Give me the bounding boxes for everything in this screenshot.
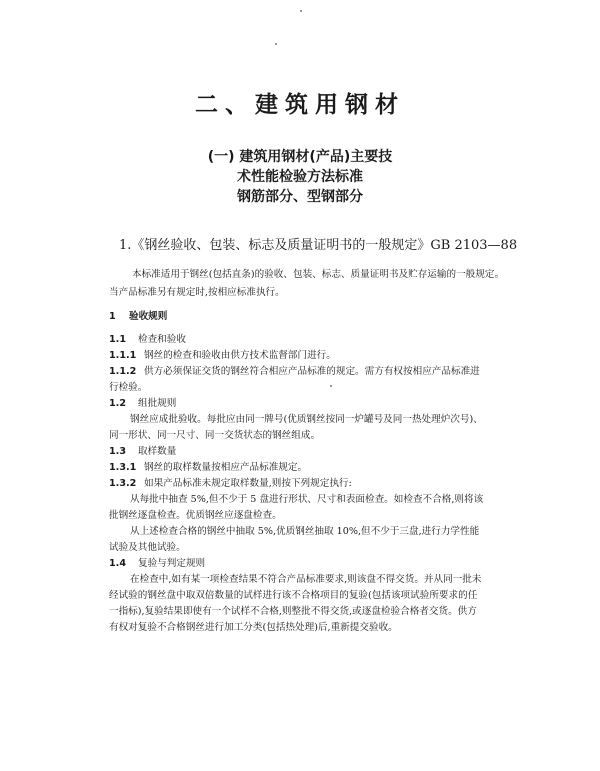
section-1-4-heading — [109, 558, 205, 570]
clause-1-1-2-number: 1.1.2 — [109, 366, 137, 377]
section-1-4-line-1: 在检查中,如有某一项检查结果不符合产品标准要求,则该盘不得交货。并从同一批未 — [130, 574, 482, 585]
section-1-label: 验收规则 — [129, 311, 168, 322]
clause-1-3-2-para-2-line-1: 从上述检查合格的钢丝中抽取 5%,优质钢丝抽取 10%,但不少于三盘,进行力学性能 — [130, 526, 480, 537]
chapter-title: 二、建筑用钢材 — [195, 92, 405, 118]
section-1-2-number: 1.2 — [109, 398, 126, 409]
clause-1-3-1 — [109, 462, 307, 474]
clause-1-1-2-line-2: 行检验。 — [109, 382, 148, 393]
section-1-1-number: 1.1 — [109, 334, 126, 345]
clause-1-3-2-text: 如果产品标准未规定取样数量,则按下列规定执行: — [144, 478, 352, 489]
clause-1-1-1-number: 1.1.1 — [109, 350, 137, 361]
section-1-4-number: 1.4 — [109, 558, 126, 569]
standard-title: 1.《钢丝验收、包装、标志及质量证明书的一般规定》GB 2103—88 — [119, 238, 518, 253]
section-1-2-line-2: 同一形状、同一尺寸、同一交货状态的钢丝组成。 — [109, 430, 321, 441]
clause-1-3-1-number: 1.3.1 — [109, 462, 137, 473]
intro-line-1: 本标准适用于钢丝(包括直条)的验收、包装、标志、质量证明书及贮存运输的一般规定。 — [132, 269, 505, 280]
section-1-4-line-3: 一指标),复验结果即使有一个试样不合格,则整批不得交货,或逐盘检验合格者交货。供方 — [109, 606, 477, 617]
section-heading-line-3: 钢筋部分、型钢部分 — [237, 189, 363, 205]
clause-1-1-1 — [109, 350, 336, 362]
clause-1-3-2-para-2-line-2: 试验及其他试验。 — [109, 542, 186, 553]
section-1-3-heading — [109, 446, 176, 458]
clause-1-3-2-para-1-line-2: 批钢丝逐盘检查。优质钢丝应逐盘检查。 — [109, 510, 282, 521]
scan-speck — [275, 43, 277, 45]
clause-1-3-2-para-1-line-1: 从每批中抽查 5%,但不少于 5 盘进行形状、尺寸和表面检查。如检查不合格,则将该 — [130, 494, 484, 505]
section-1-4-label: 复验与判定规则 — [138, 558, 206, 569]
section-1-1-label: 检查和验收 — [138, 334, 186, 345]
section-heading-line-2: 术性能检验方法标准 — [237, 169, 363, 185]
section-1-2-label: 组批规则 — [138, 398, 177, 409]
section-1-3-label: 取样数量 — [138, 446, 177, 457]
section-1-1-heading — [109, 334, 186, 346]
section-1-4-line-4: 有权对复验不合格钢丝进行加工分类(包括热处理)后,重新提交验收。 — [109, 622, 398, 633]
clause-1-3-1-text: 钢丝的取样数量按相应产品标准规定。 — [144, 462, 308, 473]
section-1-heading — [109, 311, 167, 323]
intro-line-2: 当产品标准另有规定时,按相应标准执行。 — [109, 287, 285, 298]
clause-1-1-1-text: 钢丝的检查和验收由供方技术监督部门进行。 — [144, 350, 336, 361]
section-1-4-line-2: 经试验的钢丝盘中取双倍数量的试样进行该不合格项目的复验(包括该项试验所要求的任 — [109, 590, 478, 601]
section-1-2-line-1: 钢丝应成批验收。每批应由同一牌号(优质钢丝按同一炉罐号及同一热处理炉次号)、 — [130, 414, 483, 425]
clause-1-1-2 — [109, 366, 480, 378]
clause-1-3-2-number: 1.3.2 — [109, 478, 137, 489]
scan-speck — [330, 385, 332, 387]
clause-1-3-2 — [109, 478, 352, 490]
section-heading-line-1: (一) 建筑用钢材(产品)主要技 — [207, 149, 393, 165]
clause-1-1-2-line-1: 供方必须保证交货的钢丝符合相应产品标准的规定。需方有权按相应产品标准进 — [144, 366, 480, 377]
scan-speck — [300, 10, 302, 12]
section-1-3-number: 1.3 — [109, 446, 126, 457]
section-1-number: 1 — [109, 311, 116, 322]
section-1-2-heading — [109, 398, 176, 410]
